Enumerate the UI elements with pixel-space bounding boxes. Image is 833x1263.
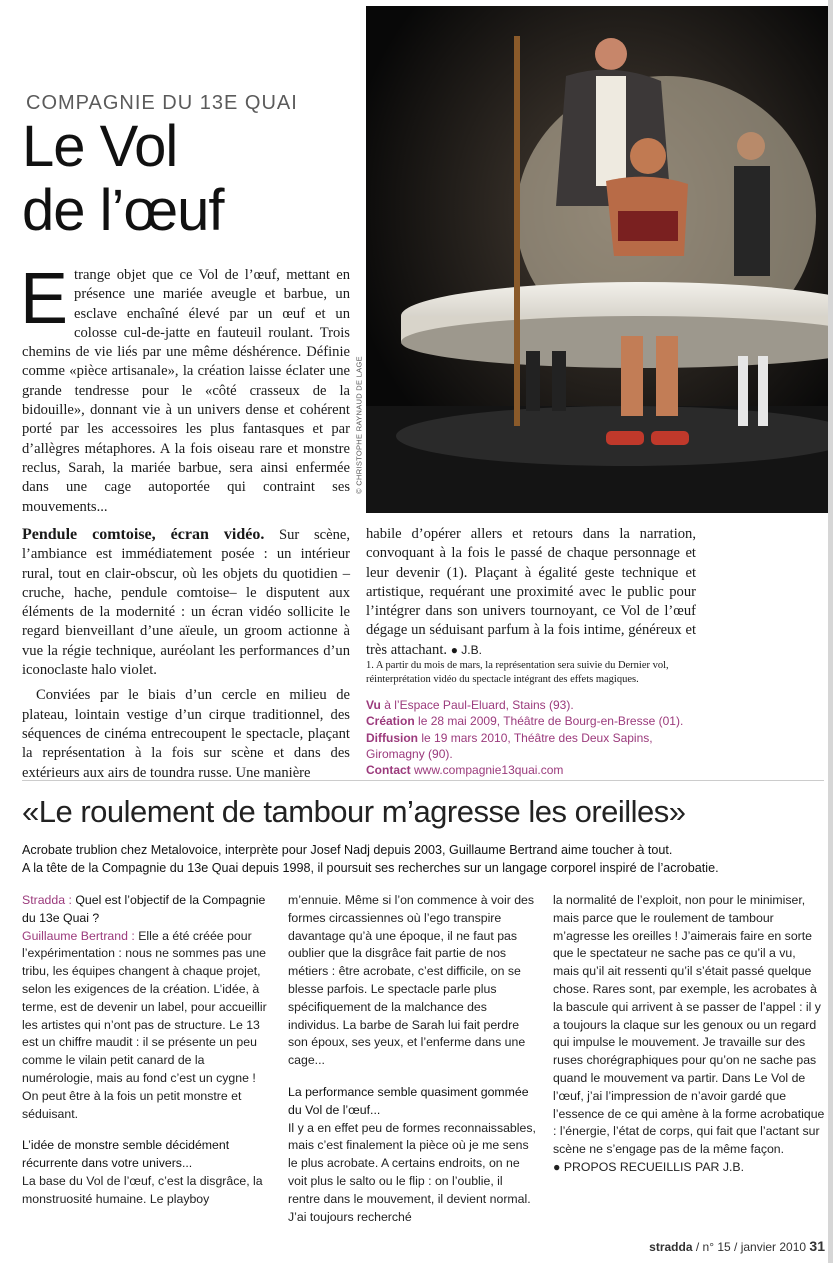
body-paragraph-1: Sur scène, l’ambiance est immédiatement posée : un intérieur rural, tout en clair-obscur, où les objets du quotidien –cruche, hache, pendule comtoise– le disputent aux éléments de la modernité : un écran vidéo sollicite le regard bienveillant d’une aïeule, un groom actionne à vue la régie technique, auréolant les performances d’un iconoclaste halo violet. [22, 527, 351, 679]
interview-lead-line2: A la tête de la Compagnie du 13e Quai depuis 1998, il poursuit ses recherches sur un langage corporel inspiré de l’acrobatie. [22, 860, 719, 875]
drop-cap: E [20, 259, 69, 339]
answer-2-cont: m’ennuie. Même si l’on commence à voir des formes circassiennes où l’ego transpire davantage qu’à une époque, il ne faut pas oublier que la disgrâce fait partie de nos métiers : être acrobate, c’est difficile, on se blesse parfois. Le spectacle parle plus spécifiquement de la malchance des individus. La barbe de Sarah lui fait perdre son époux, ses yeux, et l’enferme dans une cage... [288, 893, 535, 1068]
interview-lead [22, 842, 822, 877]
question-2: L’idée de monstre semble décidément récurrente dans votre univers... [22, 1138, 230, 1171]
stage-photo-illustration [366, 6, 828, 513]
issue-info: / n° 15 / janvier 2010 [695, 1240, 807, 1254]
footnote: 1. A partir du mois de mars, la représentation sera suivie du Dernier vol, réinterprétation vidéo du spectacle intégrant des effets magiques. [366, 660, 669, 685]
answer-3-start: Il y a en effet peu de formes reconnaissables, mais c’est finalement la pièce où je me sens le plus acrobate. A certains endroits, on ne voit plus le salto ou le flip : on l’oublie, il rentre dans le mouvement, il devient normal. J’ai toujours recherché [288, 1120, 536, 1224]
interview-lead-line1: Acrobate trublion chez Metalovoice, interprète pour Josef Nadj depuis 2003, Guillaume Bertrand aime toucher à tout. [22, 843, 673, 857]
credit-value: à l’Espace Paul-Eluard, Stains (93). [384, 698, 574, 712]
credit-label: Création [366, 714, 415, 729]
body-column-1 [22, 525, 350, 783]
interview-headline-quote: «Le roulement de tambour m’agresse les oreilles» [22, 794, 686, 829]
credit-value: le 19 mars 2010, Théâtre des Deux Sapins, Giromagny (90). [366, 730, 653, 761]
interview-column-1 [22, 892, 270, 1209]
intro-text: trange objet que ce Vol de l’œuf, mettant en présence une mariée aveugle et barbue, un esclave enchaîné élevé par un œuf et un colosse cul-de-jatte en fauteuil roulant. Trois chemins de vie liés par une même déshérence. Définie comme «pièce artisanale», la création laisse éclater une grande tendresse pour le «côté crasseux de la bidouille», donnant vie à un univers dense et cohérent porté par les accessoires les plus fantasques et par d’allègres métaphores. A la fois oiseau rare et monstre reclus, Sarah, la mariée barbue, sera ainsi enfermée dans une cage autoportée qui contraint ses mouvements... [22, 267, 350, 515]
credit-line-creation [366, 713, 706, 729]
intro-paragraph [20, 259, 350, 517]
body-paragraph-2: Conviées par le biais d’un cercle en milieu de plateau, lointain vestige d’un cirque traditionnel, des séquences de cinéma entrecoupent le spectacle, plaçant la représentation à la fois sur scène et dans des extérieurs aux airs de toundra russe. Une manière [22, 687, 350, 781]
article-signature: ● J.B. [450, 642, 482, 657]
page-edge [828, 0, 833, 1263]
stage-photo [366, 6, 828, 513]
contact-link[interactable]: www.compagnie13quai.com [414, 763, 564, 778]
answer-1: Elle a été créée pour l’expérimentation : nous ne sommes pas une tribu, les équipes changent à chaque projet, selon les exigences de la création. L’idée, à terme, est de devenir un label, pour accueillir les artistes qui n’ont pas de structure. Le 13 est un chiffre maudit : il se présente un peu comme le vilain petit canard de la numérologie, mais au fond c’est un cygne ! On peut être à la fois un petit monstre et séduisant. [22, 928, 267, 1121]
photo-credit-text: © CHRISTOPHE RAYNAUD DE LAGE [354, 356, 364, 494]
company-name: COMPAGNIE DU 13E QUAI [26, 92, 298, 114]
photo-credit [353, 330, 365, 520]
credit-label: Contact [366, 763, 411, 778]
body-column-2 [366, 525, 696, 660]
body-paragraph-3: habile d’opérer allers et retours dans la narration, convoquant à la fois le passé de chaque personnage et leur devenir (1). Plaçant à égalité geste technique et artistique, requérant une proximité avec le public pour l’intégrer dans son univers tournoyant, ce Vol de l’œuf dégage un séduisant parfum à la fois intime, généreux et très attachant. [366, 526, 696, 658]
answer-3-cont: la normalité de l’exploit, non pour le minimiser, mais parce que le roulement de tambour m’agresse les oreilles ! J’aimerais faire en sorte que le spectateur ne sache pas ce qu’il a vu, mais qu’il ait ressenti qu’il s’était passé quelque chose. Rares sont, par exemple, les acrobates à la bascule qui arrivent à se passer de l’appel : il y a toujours la claque sur les genoux ou un regard qui impulse le mouvement. Je travaille sur des ruses chorégraphiques pour qu’on ne sache pas quand le mouvement va partir. Dans Le Vol de l’œuf, j’ai l’impression de n’avoir gardé que l’essence de ce qui amène à la forme acrobatique : l’énergie, l’état de corps, qui fait que l’actant sur scène ne s’engage pas de la même façon. [553, 893, 825, 1157]
section-divider [22, 780, 824, 781]
question-1: Quel est l’objectif de la Compagnie du 13e Quai ? [22, 893, 266, 925]
interview-signature: ● PROPOS RECUEILLIS PAR J.B. [553, 1159, 745, 1174]
question-3: La performance semble quasiment gommée du Vol de l’œuf... [288, 1084, 529, 1117]
magazine-brand: stradda [649, 1240, 693, 1254]
interview-column-2 [288, 892, 538, 1226]
article-title-line2: de l’œuf [22, 178, 224, 243]
credit-line-vu [366, 697, 706, 713]
speaker-stradda: Stradda : [22, 893, 72, 907]
section-subhead: Pendule comtoise, écran vidéo. [22, 526, 265, 543]
credit-line-diffusion [366, 730, 706, 763]
interview-column-3 [553, 892, 825, 1177]
page-number: 31 [809, 1238, 825, 1254]
speaker-guillaume: Guillaume Bertrand : [22, 928, 135, 943]
credit-label: Diffusion [366, 730, 418, 745]
article-title-line1: Le Vol [22, 114, 178, 179]
page-footer [630, 1238, 825, 1254]
answer-2-start: La base du Vol de l’œuf, c’est la disgrâce, la monstruosité humaine. Le playboy [22, 1173, 263, 1206]
credit-line-contact [366, 762, 706, 778]
credit-value: le 28 mai 2009, Théâtre de Bourg-en-Bresse (01). [418, 714, 684, 729]
show-credits [366, 697, 706, 778]
credit-label: Vu [366, 698, 381, 712]
